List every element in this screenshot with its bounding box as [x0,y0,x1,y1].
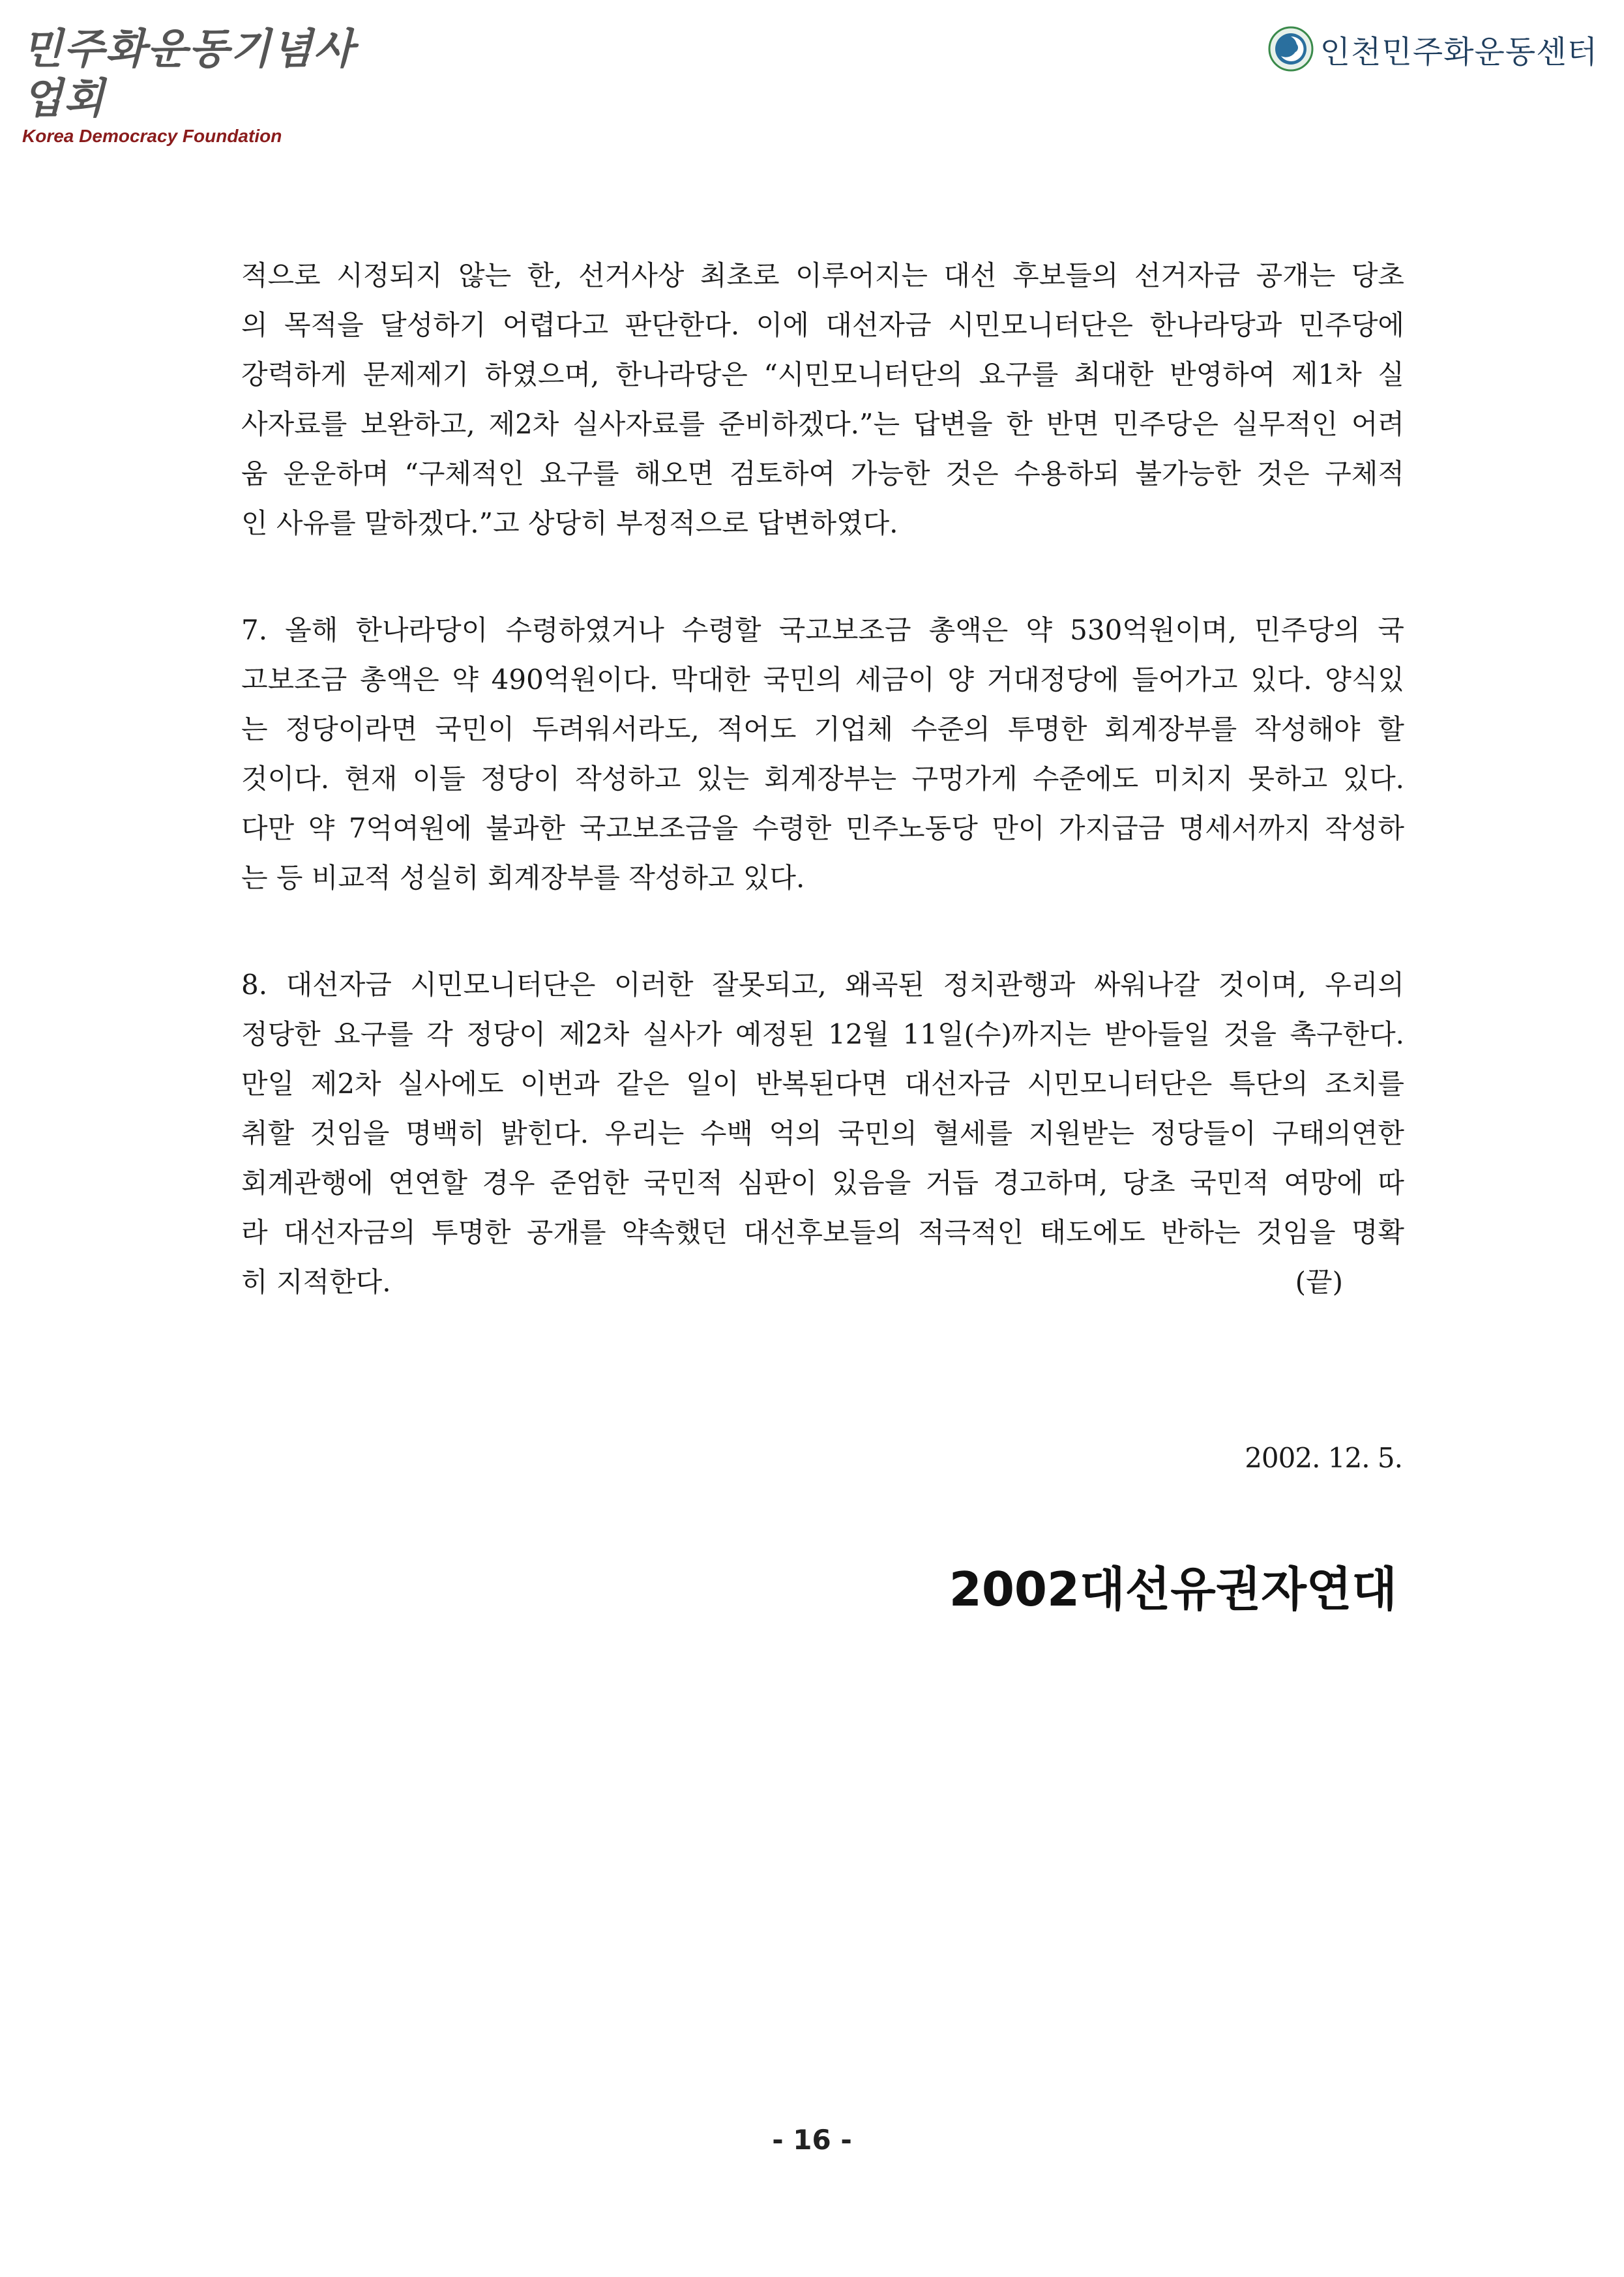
page-number: - 16 - [772,2124,852,2156]
text-line: 사자료를 보완하고, 제2차 실사자료를 준비하겠다.”는 답변을 한 반면 민주당은 실무적인 어려 [241,408,1404,440]
paragraph-1 [241,251,1404,548]
text-line: 정당한 요구를 각 정당이 제2차 실사가 예정된 12월 11일(수)까지는 받아들일 것을 촉구한다. [241,1018,1404,1050]
document-date: 2002. 12. 5. [1245,1442,1402,1474]
paragraph-8 [241,960,1404,1307]
kdf-korean-name: 민주화운동기념사업회 [22,25,355,123]
paragraph-7 [241,606,1404,903]
text-line: 취할 것임을 명백히 밝힌다. 우리는 수백 억의 국민의 혈세를 지원받는 정당들이 구태의연한 [241,1117,1404,1149]
center-name: 인천민주화운동센터 [1320,33,1598,70]
text-line: 움 운운하며 “구체적인 요구를 해오면 검토하여 가능한 것은 수용하되 불가능한 것은 구체적 [241,458,1404,490]
document-body [241,251,1404,1307]
signature-org: 2002대선유권자연대 [949,1562,1397,1617]
header-left-logo [22,25,361,147]
text-line: 적으로 시정되지 않는 한, 선거사상 최초로 이루어지는 대선 후보들의 선거자금 공개는 당초 [241,259,1404,291]
final-line-row [241,1257,1404,1307]
text-line: 는 정당이라면 국민이 두려워서라도, 적어도 기업체 수준의 투명한 회계장부를 작성해야 할 [241,713,1404,745]
text-line: 것이다. 현재 이들 정당이 작성하고 있는 회계장부는 구멍가게 수준에도 미치지 못하고 있다. [241,763,1404,795]
kdf-english-name: Korea Democracy Foundation [22,126,282,146]
circular-swirl-logo-icon [1268,26,1314,72]
text-line: 고보조금 총액은 약 490억원이다. 막대한 국민의 세금이 양 거대정당에 들어가고 있다. 양식있 [241,664,1404,696]
text-line: 8. 대선자금 시민모니터단은 이러한 잘못되고, 왜곡된 정치관행과 싸워나갈 것이며, 우리의 [241,969,1404,1001]
end-mark: (끝) [1295,1266,1343,1298]
text-line: 는 등 비교적 성실히 회계장부를 작성하고 있다. [241,862,805,894]
text-line: 다만 약 7억여원에 불과한 국고보조금을 수령한 민주노동당 만이 가지급금 명세서까지 작성하 [241,812,1404,844]
text-line: 라 대선자금의 투명한 공개를 약속했던 대선후보들의 적극적인 태도에도 반하는 것임을 명확 [241,1216,1404,1248]
header-right-logo [1268,26,1598,72]
text-line: 만일 제2차 실사에도 이번과 같은 일이 반복된다면 대선자금 시민모니터단은 특단의 조치를 [241,1068,1404,1100]
text-line: 히 지적한다. [241,1266,391,1298]
text-line: 7. 올해 한나라당이 수령하였거나 수령할 국고보조금 총액은 약 530억원이며, 민주당의 국 [241,614,1404,646]
text-line: 의 목적을 달성하기 어렵다고 판단한다. 이에 대선자금 시민모니터단은 한나라당과 민주당에 [241,309,1404,341]
text-line: 인 사유를 말하겠다.”고 상당히 부정적으로 답변하였다. [241,507,898,539]
text-line: 강력하게 문제제기 하였으며, 한나라당은 “시민모니터단의 요구를 최대한 반영하여 제1차 실 [241,359,1404,390]
text-line: 회계관행에 연연할 경우 준엄한 국민적 심판이 있음을 거듭 경고하며, 당초 국민적 여망에 따 [241,1167,1404,1199]
